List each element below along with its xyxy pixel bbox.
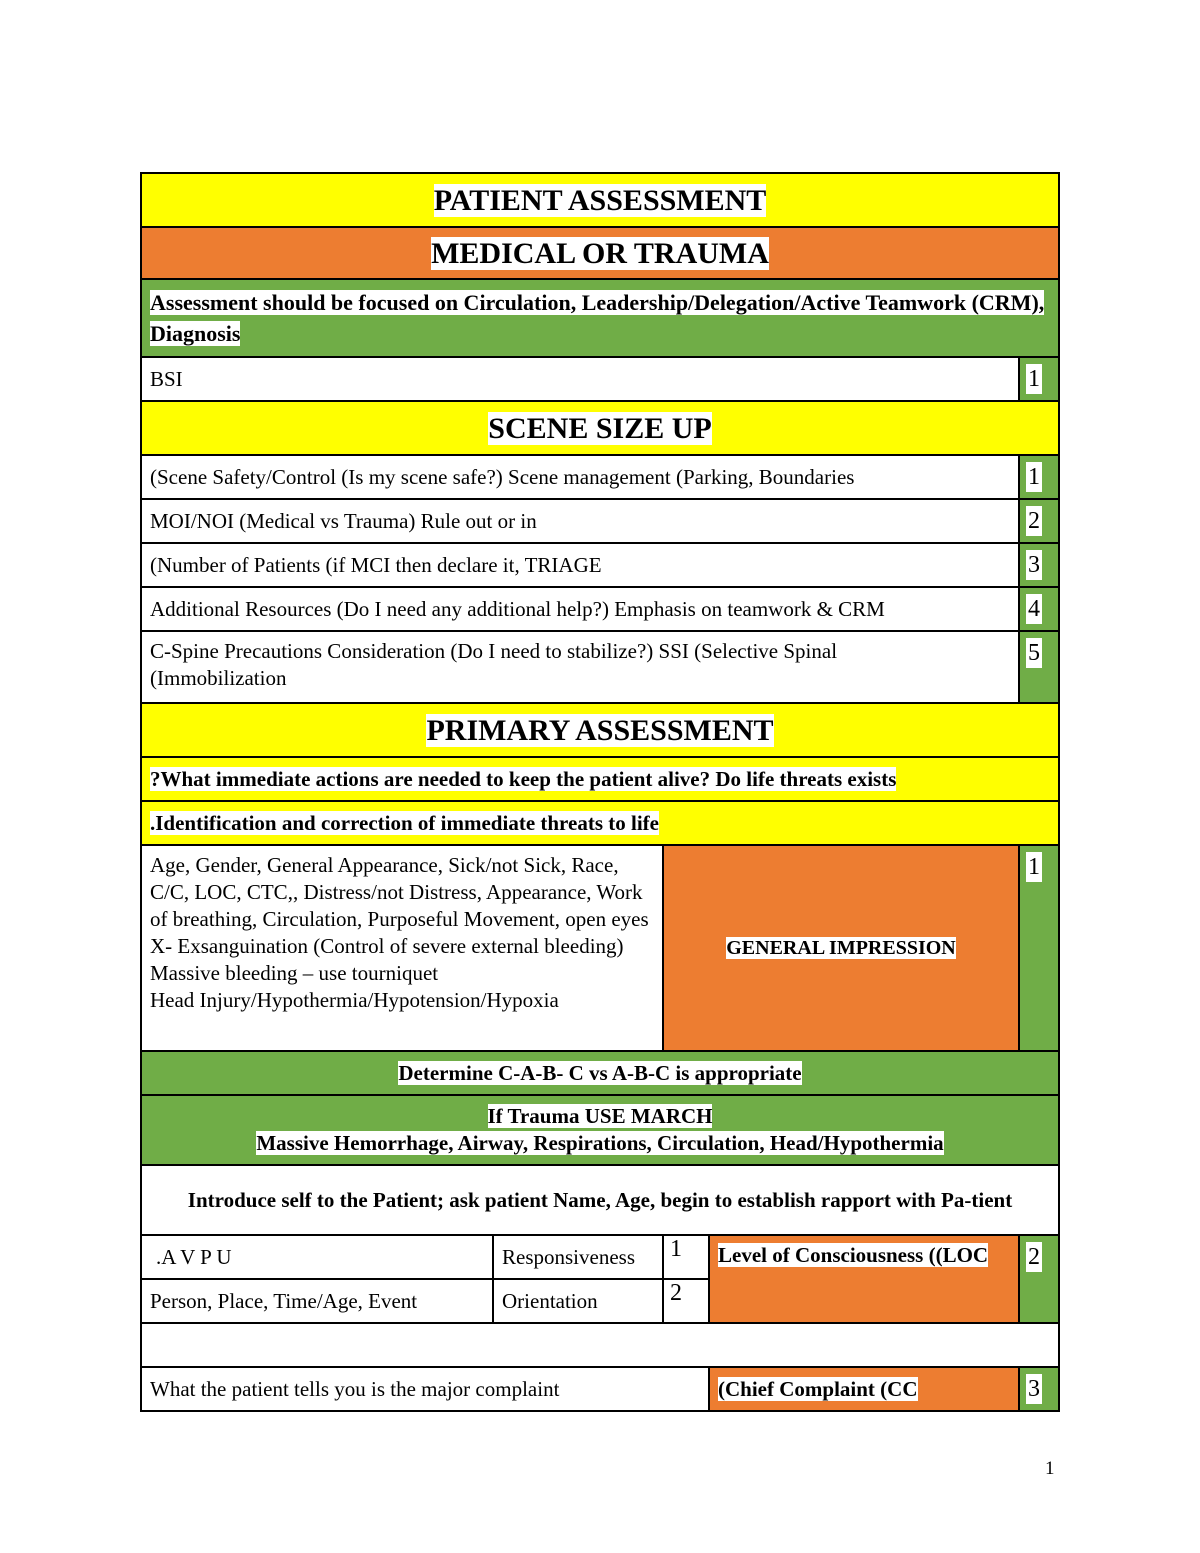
chief-complaint-label: (Chief Complaint (CC bbox=[718, 1376, 918, 1401]
list-item: MOI/NOI (Medical vs Trauma) Rule out or in 2 bbox=[141, 499, 1059, 543]
assessment-sheet bbox=[140, 172, 1058, 1412]
loc-label: Level of Consciousness ((LOC bbox=[718, 1243, 989, 1267]
assessment-table bbox=[140, 172, 1060, 1412]
page-title: PATIENT ASSESSMENT bbox=[433, 183, 767, 217]
page-number: 1 bbox=[1045, 1458, 1055, 1479]
bsi-label: BSI bbox=[141, 357, 1019, 401]
page-subtitle: MEDICAL OR TRAUMA bbox=[431, 236, 769, 270]
chief-complaint-num: 3 bbox=[1028, 1376, 1040, 1402]
introduce-row bbox=[141, 1165, 1059, 1235]
introduce-text: Introduce self to the Patient; ask patient Name, Age, begin to establish rapport with Pa-tient bbox=[141, 1165, 1059, 1235]
general-impression-label: GENERAL IMPRESSION bbox=[726, 936, 956, 959]
identification-text: .Identification and correction of immediate threats to life bbox=[150, 810, 659, 835]
primary-title: PRIMARY ASSESSMENT bbox=[426, 713, 774, 747]
question-text: ?What immediate actions are needed to keep the patient alive? Do life threats exists bbox=[150, 766, 897, 791]
loc-num: 2 bbox=[1028, 1244, 1040, 1270]
bsi-num: 1 bbox=[1028, 366, 1040, 392]
list-item: (Scene Safety/Control (Is my scene safe?) Scene management (Parking, Boundaries 1 bbox=[141, 455, 1059, 499]
primary-title-row bbox=[141, 703, 1059, 757]
list-item: C-Spine Precautions Consideration (Do I need to stabilize?) SSI (Selective Spinal (Immobilization 5 bbox=[141, 631, 1059, 703]
march-title: If Trauma USE MARCH bbox=[487, 1104, 713, 1128]
empty-row bbox=[141, 1323, 1059, 1367]
focus-note-row bbox=[141, 279, 1059, 357]
general-impression-row bbox=[141, 845, 1059, 1051]
general-impression-details: Age, Gender, General Appearance, Sick/not Sick, Race, C/C, LOC, CTC,, Distress/not Distress, Appearance, Work of breathing, Circulation, Purposeful Movement, open eyes X- Exsanguination (Control of severe external bleeding) Massive bleeding – use tourniquet Head Injury/Hypothermia/Hypotension/Hypoxia bbox=[141, 845, 663, 1051]
bsi-row bbox=[141, 357, 1059, 401]
list-item: (Number of Patients (if MCI then declare it, TRIAGE 3 bbox=[141, 543, 1059, 587]
identification-row bbox=[141, 801, 1059, 845]
scene-title: SCENE SIZE UP bbox=[488, 411, 712, 445]
chief-complaint-row: What the patient tells you is the major complaint (Chief Complaint (CC 3 bbox=[141, 1367, 1059, 1411]
list-item: Additional Resources (Do I need any additional help?) Emphasis on teamwork & CRM 4 bbox=[141, 587, 1059, 631]
march-row bbox=[141, 1095, 1059, 1165]
loc-row: .A V P U Responsiveness 1 Level of Consciousness ((LOC 2 bbox=[141, 1235, 1059, 1279]
subtitle-row bbox=[141, 227, 1059, 279]
scene-title-row bbox=[141, 401, 1059, 455]
determine-text: Determine C-A-B- C vs A-B-C is appropriate bbox=[398, 1060, 802, 1085]
focus-note: Assessment should be focused on Circulation, Leadership/Delegation/Active Teamwork (CRM), Diagnosis bbox=[150, 290, 1045, 346]
general-impression-num: 1 bbox=[1028, 854, 1040, 880]
title-row bbox=[141, 173, 1059, 227]
question-row bbox=[141, 757, 1059, 801]
loc-row: Person, Place, Time/Age, Event Orientation 2 bbox=[141, 1279, 1059, 1323]
determine-row bbox=[141, 1051, 1059, 1095]
march-detail: Massive Hemorrhage, Airway, Respirations, Circulation, Head/Hypothermia bbox=[256, 1131, 944, 1155]
